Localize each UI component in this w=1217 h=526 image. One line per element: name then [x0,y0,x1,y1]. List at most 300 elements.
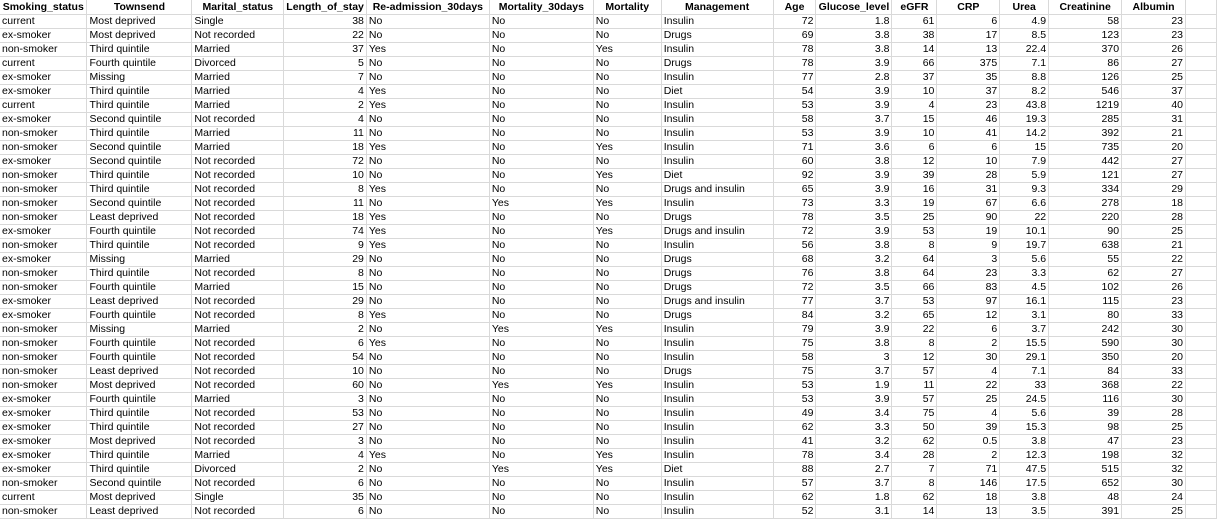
table-cell[interactable]: Drugs [661,57,773,71]
table-cell[interactable]: Insulin [661,449,773,463]
table-cell[interactable]: 3.9 [816,169,892,183]
table-cell[interactable]: current [0,15,87,29]
table-cell[interactable]: 21 [1122,127,1186,141]
table-cell[interactable]: 71 [773,141,816,155]
table-cell[interactable]: 57 [892,365,937,379]
table-cell[interactable]: 30 [1122,323,1186,337]
table-cell[interactable]: Not recorded [192,295,284,309]
table-cell[interactable]: 75 [773,337,816,351]
table-cell[interactable]: No [593,309,661,323]
table-cell[interactable]: No [593,29,661,43]
table-cell[interactable]: 3.8 [816,337,892,351]
table-cell[interactable]: Married [192,323,284,337]
table-cell[interactable]: Not recorded [192,505,284,519]
table-cell[interactable]: No [489,295,593,309]
table-cell[interactable]: 29 [1122,183,1186,197]
table-cell[interactable]: 10 [937,155,1000,169]
table-cell[interactable]: Not recorded [192,267,284,281]
table-cell[interactable]: No [489,239,593,253]
table-cell[interactable]: 47 [1049,435,1122,449]
table-cell[interactable]: Second quintile [87,113,192,127]
table-cell[interactable]: No [366,351,489,365]
table-cell[interactable]: Third quintile [87,183,192,197]
header-cell[interactable]: Age [773,0,816,15]
table-cell[interactable]: 33 [1122,365,1186,379]
table-cell[interactable]: 25 [937,393,1000,407]
table-cell[interactable]: Insulin [661,491,773,505]
empty-column-cell[interactable] [1186,0,1217,15]
table-cell[interactable]: Missing [87,253,192,267]
empty-column-cell[interactable] [1186,267,1217,281]
table-cell[interactable]: 6 [937,15,1000,29]
table-cell[interactable]: Not recorded [192,421,284,435]
table-cell[interactable]: 77 [773,71,816,85]
table-cell[interactable]: 652 [1049,477,1122,491]
table-cell[interactable]: No [489,505,593,519]
table-cell[interactable]: 58 [1049,15,1122,29]
table-cell[interactable]: 41 [937,127,1000,141]
table-cell[interactable]: No [593,155,661,169]
table-cell[interactable]: 4.5 [1000,281,1049,295]
table-cell[interactable]: 54 [284,351,367,365]
table-cell[interactable]: ex-smoker [0,393,87,407]
header-cell[interactable]: Glucose_level [816,0,892,15]
table-cell[interactable]: No [366,127,489,141]
table-cell[interactable]: Second quintile [87,197,192,211]
table-cell[interactable]: Fourth quintile [87,351,192,365]
header-cell[interactable]: Creatinine [1049,0,1122,15]
table-cell[interactable]: Insulin [661,477,773,491]
table-cell[interactable]: Most deprived [87,29,192,43]
table-cell[interactable]: No [593,99,661,113]
table-cell[interactable]: 39 [937,421,1000,435]
table-cell[interactable]: 25 [1122,71,1186,85]
table-cell[interactable]: 73 [773,197,816,211]
table-cell[interactable]: 38 [284,15,367,29]
table-cell[interactable]: 7.9 [1000,155,1049,169]
table-cell[interactable]: 74 [284,225,367,239]
table-cell[interactable]: Not recorded [192,477,284,491]
table-cell[interactable]: 3.6 [816,141,892,155]
table-cell[interactable]: Drugs [661,29,773,43]
table-cell[interactable]: Third quintile [87,127,192,141]
table-cell[interactable]: non-smoker [0,239,87,253]
table-cell[interactable]: No [366,393,489,407]
table-cell[interactable]: 3.1 [1000,309,1049,323]
table-cell[interactable]: 52 [773,505,816,519]
table-cell[interactable]: 3.4 [816,407,892,421]
table-cell[interactable]: Fourth quintile [87,337,192,351]
empty-column-cell[interactable] [1186,337,1217,351]
empty-column-cell[interactable] [1186,421,1217,435]
empty-column-cell[interactable] [1186,155,1217,169]
table-cell[interactable]: 126 [1049,71,1122,85]
table-cell[interactable]: Yes [489,323,593,337]
table-cell[interactable]: Insulin [661,505,773,519]
table-cell[interactable]: No [366,57,489,71]
table-cell[interactable]: non-smoker [0,505,87,519]
table-cell[interactable]: 38 [892,29,937,43]
table-cell[interactable]: Fourth quintile [87,225,192,239]
table-cell[interactable]: Third quintile [87,169,192,183]
table-cell[interactable]: No [489,491,593,505]
table-cell[interactable]: 20 [1122,351,1186,365]
table-cell[interactable]: 3 [937,253,1000,267]
table-cell[interactable]: Least deprived [87,295,192,309]
table-cell[interactable]: Yes [593,43,661,57]
table-cell[interactable]: 6 [284,505,367,519]
empty-column-cell[interactable] [1186,183,1217,197]
table-cell[interactable]: Not recorded [192,29,284,43]
table-cell[interactable]: 37 [284,43,367,57]
table-cell[interactable]: 6 [937,323,1000,337]
table-cell[interactable]: 62 [773,491,816,505]
table-cell[interactable]: 62 [892,435,937,449]
table-cell[interactable]: Yes [593,169,661,183]
table-cell[interactable]: ex-smoker [0,435,87,449]
table-cell[interactable]: 18 [1122,197,1186,211]
table-cell[interactable]: No [593,267,661,281]
table-cell[interactable]: No [366,253,489,267]
table-cell[interactable]: 84 [1049,365,1122,379]
table-cell[interactable]: 22 [937,379,1000,393]
table-cell[interactable]: 10 [284,169,367,183]
table-cell[interactable]: Divorced [192,463,284,477]
table-cell[interactable]: 2 [284,323,367,337]
table-cell[interactable]: non-smoker [0,141,87,155]
table-cell[interactable]: 198 [1049,449,1122,463]
table-cell[interactable]: 3.9 [816,127,892,141]
table-cell[interactable]: 27 [1122,267,1186,281]
table-cell[interactable]: non-smoker [0,197,87,211]
table-cell[interactable]: No [489,141,593,155]
table-cell[interactable]: Married [192,449,284,463]
table-cell[interactable]: Third quintile [87,267,192,281]
table-cell[interactable]: 3.9 [816,183,892,197]
table-cell[interactable]: ex-smoker [0,155,87,169]
table-cell[interactable]: 28 [1122,407,1186,421]
header-cell[interactable]: CRP [937,0,1000,15]
table-cell[interactable]: 39 [1049,407,1122,421]
table-cell[interactable]: Drugs [661,365,773,379]
table-cell[interactable]: No [593,211,661,225]
table-cell[interactable]: 15 [284,281,367,295]
table-cell[interactable]: 22 [1122,253,1186,267]
empty-column-cell[interactable] [1186,169,1217,183]
table-cell[interactable]: Insulin [661,351,773,365]
table-cell[interactable]: 19 [892,197,937,211]
table-cell[interactable]: 121 [1049,169,1122,183]
empty-column-cell[interactable] [1186,407,1217,421]
table-cell[interactable]: Not recorded [192,337,284,351]
table-cell[interactable]: 15.5 [1000,337,1049,351]
table-cell[interactable]: Insulin [661,323,773,337]
table-cell[interactable]: Married [192,281,284,295]
table-cell[interactable]: Insulin [661,99,773,113]
table-cell[interactable]: Not recorded [192,169,284,183]
table-cell[interactable]: Insulin [661,421,773,435]
table-cell[interactable]: No [593,393,661,407]
empty-column-cell[interactable] [1186,113,1217,127]
table-cell[interactable]: 6 [892,141,937,155]
table-cell[interactable]: Married [192,393,284,407]
table-cell[interactable]: Yes [593,141,661,155]
table-cell[interactable]: Yes [593,449,661,463]
table-cell[interactable]: No [593,407,661,421]
table-cell[interactable]: ex-smoker [0,225,87,239]
table-cell[interactable]: 8.2 [1000,85,1049,99]
table-cell[interactable]: 3.8 [816,43,892,57]
table-cell[interactable]: 39 [892,169,937,183]
table-cell[interactable]: Not recorded [192,435,284,449]
table-cell[interactable]: Married [192,141,284,155]
table-cell[interactable]: 3.3 [816,197,892,211]
empty-column-cell[interactable] [1186,449,1217,463]
table-cell[interactable]: 53 [773,379,816,393]
table-cell[interactable]: Third quintile [87,463,192,477]
table-cell[interactable]: 334 [1049,183,1122,197]
table-cell[interactable]: non-smoker [0,365,87,379]
table-cell[interactable]: No [489,155,593,169]
table-cell[interactable]: No [593,183,661,197]
table-cell[interactable]: 58 [773,113,816,127]
table-cell[interactable]: 15.3 [1000,421,1049,435]
table-cell[interactable]: Single [192,491,284,505]
table-cell[interactable]: No [593,239,661,253]
empty-column-cell[interactable] [1186,43,1217,57]
empty-column-cell[interactable] [1186,253,1217,267]
table-cell[interactable]: 25 [892,211,937,225]
table-cell[interactable]: 72 [284,155,367,169]
table-cell[interactable]: Yes [593,197,661,211]
table-cell[interactable]: 3.7 [1000,323,1049,337]
table-cell[interactable]: 370 [1049,43,1122,57]
table-cell[interactable]: 41 [773,435,816,449]
table-cell[interactable]: Insulin [661,407,773,421]
table-cell[interactable]: 24.5 [1000,393,1049,407]
table-cell[interactable]: 23 [937,99,1000,113]
table-cell[interactable]: Drugs [661,281,773,295]
table-cell[interactable]: 8.5 [1000,29,1049,43]
table-cell[interactable]: 3.3 [1000,267,1049,281]
table-cell[interactable]: Yes [593,463,661,477]
table-cell[interactable]: Married [192,127,284,141]
table-cell[interactable]: 7.1 [1000,365,1049,379]
table-cell[interactable]: 18 [284,211,367,225]
table-cell[interactable]: No [593,421,661,435]
table-cell[interactable]: 20 [1122,141,1186,155]
table-cell[interactable]: 123 [1049,29,1122,43]
empty-column-cell[interactable] [1186,323,1217,337]
table-cell[interactable]: No [489,337,593,351]
table-cell[interactable]: Yes [593,323,661,337]
table-cell[interactable]: 84 [773,309,816,323]
table-cell[interactable]: 5 [284,57,367,71]
table-cell[interactable]: 27 [1122,155,1186,169]
table-cell[interactable]: non-smoker [0,43,87,57]
table-cell[interactable]: 62 [773,421,816,435]
table-cell[interactable]: 9 [937,239,1000,253]
table-cell[interactable]: 17 [937,29,1000,43]
table-cell[interactable]: 53 [284,407,367,421]
table-cell[interactable]: 392 [1049,127,1122,141]
table-cell[interactable]: No [593,57,661,71]
table-cell[interactable]: Second quintile [87,141,192,155]
table-cell[interactable]: ex-smoker [0,71,87,85]
table-cell[interactable]: No [366,323,489,337]
table-cell[interactable]: No [489,351,593,365]
table-cell[interactable]: 8.8 [1000,71,1049,85]
table-cell[interactable]: 13 [937,505,1000,519]
table-cell[interactable]: 3.1 [816,505,892,519]
table-cell[interactable]: 146 [937,477,1000,491]
table-cell[interactable]: 35 [937,71,1000,85]
table-cell[interactable]: No [489,29,593,43]
table-cell[interactable]: No [593,127,661,141]
table-cell[interactable]: Insulin [661,155,773,169]
empty-column-cell[interactable] [1186,491,1217,505]
table-cell[interactable]: 5.9 [1000,169,1049,183]
empty-column-cell[interactable] [1186,505,1217,519]
table-cell[interactable]: 242 [1049,323,1122,337]
table-cell[interactable]: 21 [1122,239,1186,253]
table-cell[interactable]: 1219 [1049,99,1122,113]
table-cell[interactable]: 66 [892,281,937,295]
table-cell[interactable]: 53 [773,127,816,141]
table-cell[interactable]: Insulin [661,197,773,211]
table-cell[interactable]: 32 [1122,463,1186,477]
table-cell[interactable]: 72 [773,15,816,29]
table-cell[interactable]: Insulin [661,71,773,85]
table-cell[interactable]: 4 [284,449,367,463]
table-cell[interactable]: No [366,435,489,449]
table-cell[interactable]: 28 [1122,211,1186,225]
table-cell[interactable]: Not recorded [192,365,284,379]
table-cell[interactable]: 14 [892,505,937,519]
table-cell[interactable]: 65 [892,309,937,323]
table-cell[interactable]: Yes [489,197,593,211]
table-cell[interactable]: 64 [892,267,937,281]
table-cell[interactable]: 56 [773,239,816,253]
table-cell[interactable]: 18 [284,141,367,155]
table-cell[interactable]: Insulin [661,43,773,57]
table-cell[interactable]: 9 [284,239,367,253]
table-cell[interactable]: 6 [284,337,367,351]
table-cell[interactable]: 78 [773,211,816,225]
table-cell[interactable]: Married [192,71,284,85]
table-cell[interactable]: 3.7 [816,295,892,309]
table-cell[interactable]: Drugs and insulin [661,225,773,239]
table-cell[interactable]: non-smoker [0,323,87,337]
table-cell[interactable]: No [593,113,661,127]
table-cell[interactable]: Yes [366,85,489,99]
table-cell[interactable]: 23 [1122,435,1186,449]
table-cell[interactable]: 590 [1049,337,1122,351]
table-cell[interactable]: Fourth quintile [87,281,192,295]
table-cell[interactable]: 2.8 [816,71,892,85]
table-cell[interactable]: No [593,365,661,379]
empty-column-cell[interactable] [1186,225,1217,239]
table-cell[interactable]: 638 [1049,239,1122,253]
header-cell[interactable]: Mortality [593,0,661,15]
table-cell[interactable]: Second quintile [87,477,192,491]
table-cell[interactable]: 1.8 [816,491,892,505]
table-cell[interactable]: Yes [366,449,489,463]
table-cell[interactable]: 78 [773,57,816,71]
table-cell[interactable]: 4 [284,85,367,99]
table-cell[interactable]: Diet [661,463,773,477]
table-cell[interactable]: No [593,71,661,85]
table-cell[interactable]: Not recorded [192,225,284,239]
table-cell[interactable]: No [489,71,593,85]
table-cell[interactable]: 11 [892,379,937,393]
table-cell[interactable]: Insulin [661,127,773,141]
table-cell[interactable]: 62 [892,491,937,505]
table-cell[interactable]: 22.4 [1000,43,1049,57]
table-cell[interactable]: 3.3 [816,421,892,435]
empty-column-cell[interactable] [1186,435,1217,449]
table-cell[interactable]: 53 [892,295,937,309]
table-cell[interactable]: 3.9 [816,225,892,239]
table-cell[interactable]: current [0,99,87,113]
empty-column-cell[interactable] [1186,141,1217,155]
table-cell[interactable]: No [366,295,489,309]
table-cell[interactable]: 12 [937,309,1000,323]
table-cell[interactable]: 368 [1049,379,1122,393]
table-cell[interactable]: Missing [87,323,192,337]
table-cell[interactable]: Yes [593,379,661,393]
table-cell[interactable]: 546 [1049,85,1122,99]
table-cell[interactable]: 53 [773,99,816,113]
table-cell[interactable]: 97 [937,295,1000,309]
table-cell[interactable]: 19.3 [1000,113,1049,127]
table-cell[interactable]: 4 [892,99,937,113]
table-cell[interactable]: 3.9 [816,393,892,407]
table-cell[interactable]: 4.9 [1000,15,1049,29]
table-cell[interactable]: 12.3 [1000,449,1049,463]
table-cell[interactable]: Not recorded [192,379,284,393]
table-cell[interactable]: Third quintile [87,85,192,99]
table-cell[interactable]: No [593,351,661,365]
table-cell[interactable]: Not recorded [192,239,284,253]
table-cell[interactable]: Yes [366,309,489,323]
table-cell[interactable]: ex-smoker [0,449,87,463]
table-cell[interactable]: Most deprived [87,15,192,29]
table-cell[interactable]: 7.1 [1000,57,1049,71]
table-cell[interactable]: No [593,491,661,505]
table-cell[interactable]: 86 [1049,57,1122,71]
table-cell[interactable]: 24 [1122,491,1186,505]
table-cell[interactable]: 6 [284,477,367,491]
table-cell[interactable]: 3.8 [816,239,892,253]
table-cell[interactable]: 30 [1122,477,1186,491]
empty-column-cell[interactable] [1186,99,1217,113]
table-cell[interactable]: 10 [892,85,937,99]
table-cell[interactable]: 53 [773,393,816,407]
table-cell[interactable]: Yes [366,141,489,155]
table-cell[interactable]: 18 [937,491,1000,505]
table-cell[interactable]: 98 [1049,421,1122,435]
table-cell[interactable]: No [489,113,593,127]
table-cell[interactable]: No [593,281,661,295]
table-cell[interactable]: 46 [937,113,1000,127]
table-cell[interactable]: non-smoker [0,169,87,183]
table-cell[interactable]: 12 [892,351,937,365]
table-cell[interactable]: No [489,127,593,141]
empty-column-cell[interactable] [1186,351,1217,365]
table-cell[interactable]: 4 [284,113,367,127]
table-cell[interactable]: 285 [1049,113,1122,127]
